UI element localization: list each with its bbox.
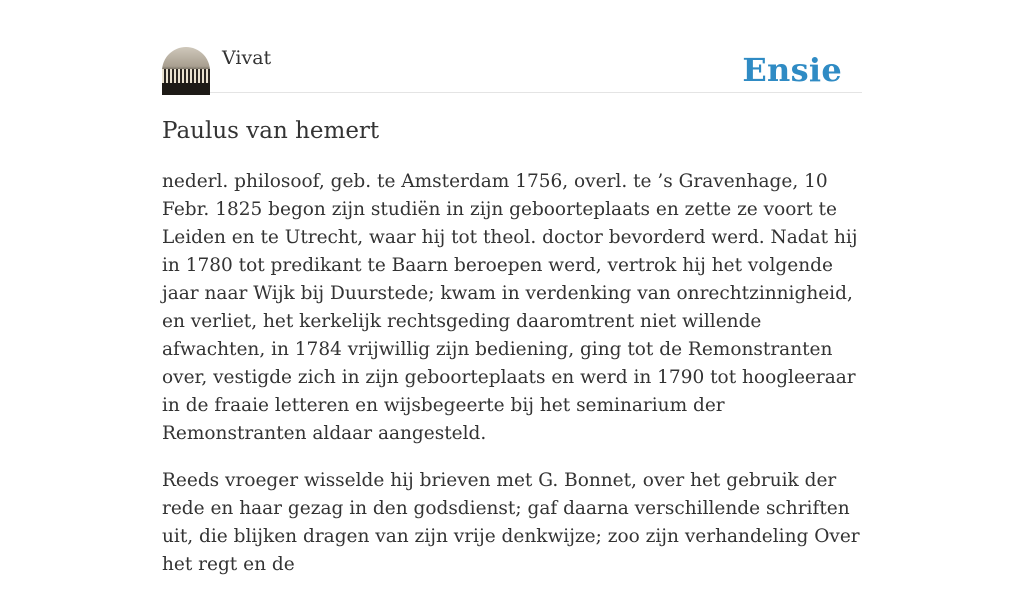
avatar-image-shadow: [162, 83, 210, 95]
article-body: [162, 168, 862, 598]
page-title: Paulus van hemert: [162, 118, 380, 144]
paragraph: nederl. philosoof, geb. te Amsterdam 1756, overl. te ’s Gravenhage, 10 Febr. 1825 begon zijn studiën in zijn geboorteplaats en zette ze voort te Leiden en te Utrecht, waar hij tot theol. doctor bevorderd werd. Nadat hij in 1780 tot predikant te Baarn beroepen werd, vertrok hij het volgende jaar naar Wijk bij Duurstede; kwam in verdenking van onrechtzinnigheid, en verliet, het kerkelijk rechtsgeding daaromtrent niet willende afwachten, in 1784 vrijwillig zijn bediening, ging tot de Remonstranten over, vestigde zich in zijn geboorteplaats en werd in 1790 tot hoogleeraar in de fraaie letteren en wijsbegeerte bij het seminarium der Remonstranten aldaar aangesteld.: [162, 171, 858, 444]
avatar-image-detail: [162, 69, 210, 83]
header: [162, 0, 862, 93]
author-avatar[interactable]: [162, 47, 210, 95]
author-name[interactable]: Vivat: [222, 47, 272, 69]
article-page: [162, 0, 862, 575]
paragraph: Reeds vroeger wisselde hij brieven met G. Bonnet, over het gebruik der rede en haar gezag in den godsdienst; gaf daarna verschillende schriften uit, die blijken dragen van zijn vrije denkwijze; zoo zijn verhandeling Over het regt en de: [162, 470, 860, 575]
ensie-logo[interactable]: Ensie: [742, 51, 842, 89]
